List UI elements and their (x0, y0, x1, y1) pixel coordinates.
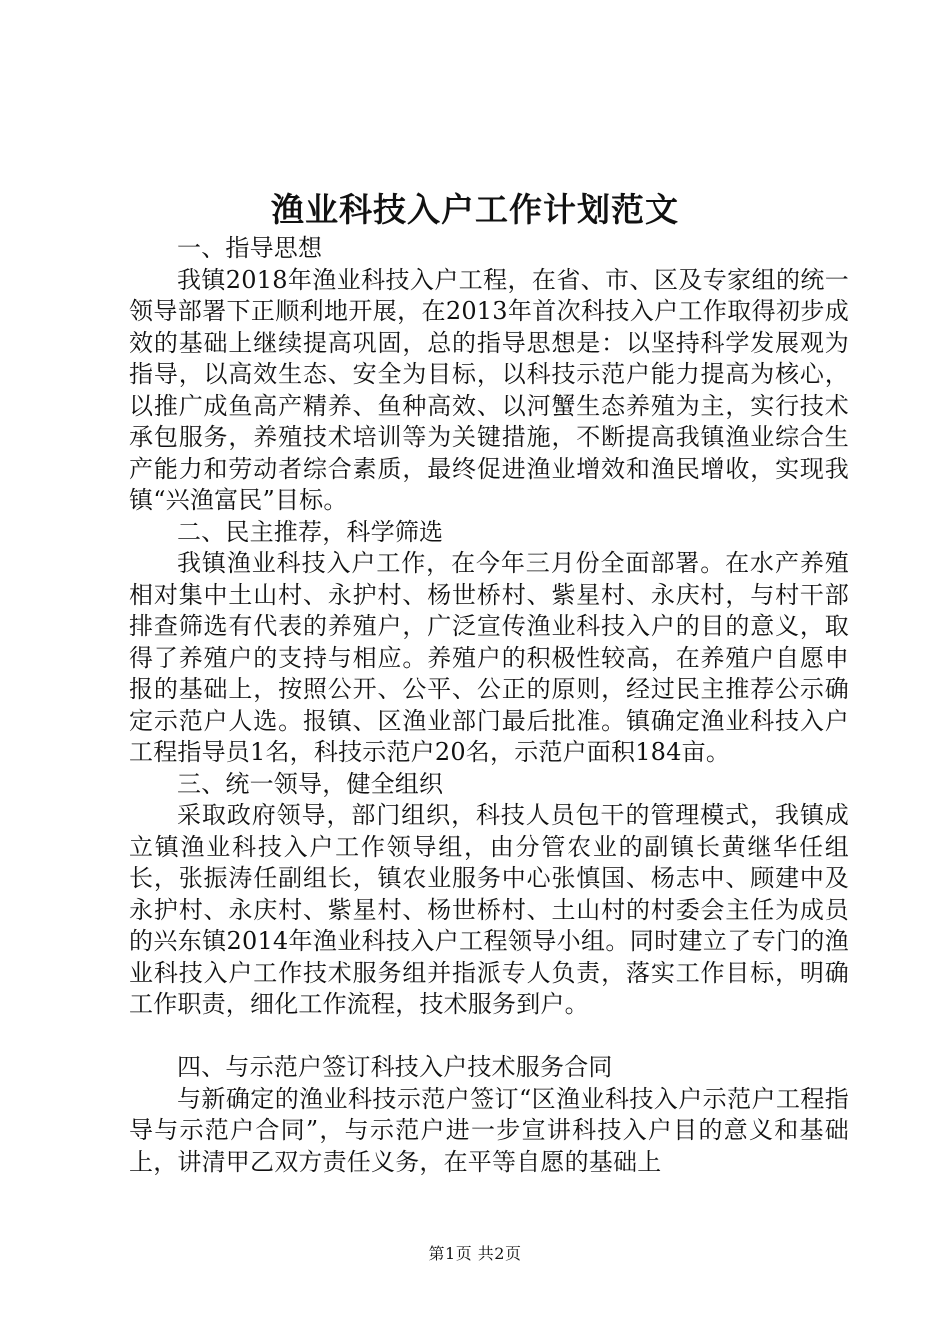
section-heading-4: 四、与示范户签订科技入户技术服务合同 (177, 1053, 613, 1081)
page-footer: 第1页 共2页 (428, 1244, 522, 1263)
document-body (129, 233, 849, 1178)
document-title: 渔业科技入户工作计划范文 (271, 190, 679, 229)
section-heading-3: 三、统一领导，健全组织 (177, 769, 444, 798)
paragraph-spacer (129, 1021, 849, 1053)
section-paragraph-4: 与新确定的渔业科技示范户签订“区渔业科技入户示范户工程指导与示范户合同”，与示范户进一步宣讲科技入户目的意义和基础上，讲清甲乙双方责任义务，在平等自愿的基础上 (129, 1084, 849, 1176)
section-paragraph-2: 我镇渔业科技入户工作，在今年三月份全面部署。在水产养殖相对集中土山村、永护村、杨世桥村、紫星村、永庆村，与村干部排查筛选有代表的养殖户，广泛宣传渔业科技入户的目的意义，取得了养殖户的支持与相应。养殖户的积极性较高，在养殖户自愿申报的基础上，按照公开、公平、公正的原则，经过民主推荐公示确定示范户人选。报镇、区渔业部门最后批准。镇确定渔业科技入户工程指导员1名，科技示范户20名，示范户面积184亩。 (129, 549, 849, 766)
section-paragraph-1: 我镇2018年渔业科技入户工程，在省、市、区及专家组的统一领导部署下正顺利地开展，在2013年首次科技入户工作取得初步成效的基础上继续提高巩固，总的指导思想是：以坚持科学发展观为指导，以高效生态、安全为目标，以科技示范户能力提高为核心，以推广成鱼高产精养、鱼种高效、以河蟹生态养殖为主，实行技术承包服务，养殖技术培训等为关键措施，不断提高我镇渔业综合生产能力和劳动者综合素质，最终促进渔业增效和渔民增收，实现我镇“兴渔富民”目标。 (129, 265, 849, 514)
section-paragraph-3: 采取政府领导，部门组织，科技人员包干的管理模式，我镇成立镇渔业科技入户工作领导组，由分管农业的副镇长黄继华任组长，张振涛任副组长，镇农业服务中心张慎国、杨志中、顾建中及永护村、永庆村、紫星村、杨世桥村、土山村的村委会主任为成员的兴东镇2014年渔业科技入户工程领导小组。同时建立了专门的渔业科技入户工作技术服务组并指派专人负责，落实工作目标，明确工作职责，细化工作流程，技术服务到户。 (129, 801, 849, 1018)
section-heading-1: 一、指导思想 (177, 234, 323, 262)
section-heading-2: 二、民主推荐，科学筛选 (177, 517, 444, 546)
